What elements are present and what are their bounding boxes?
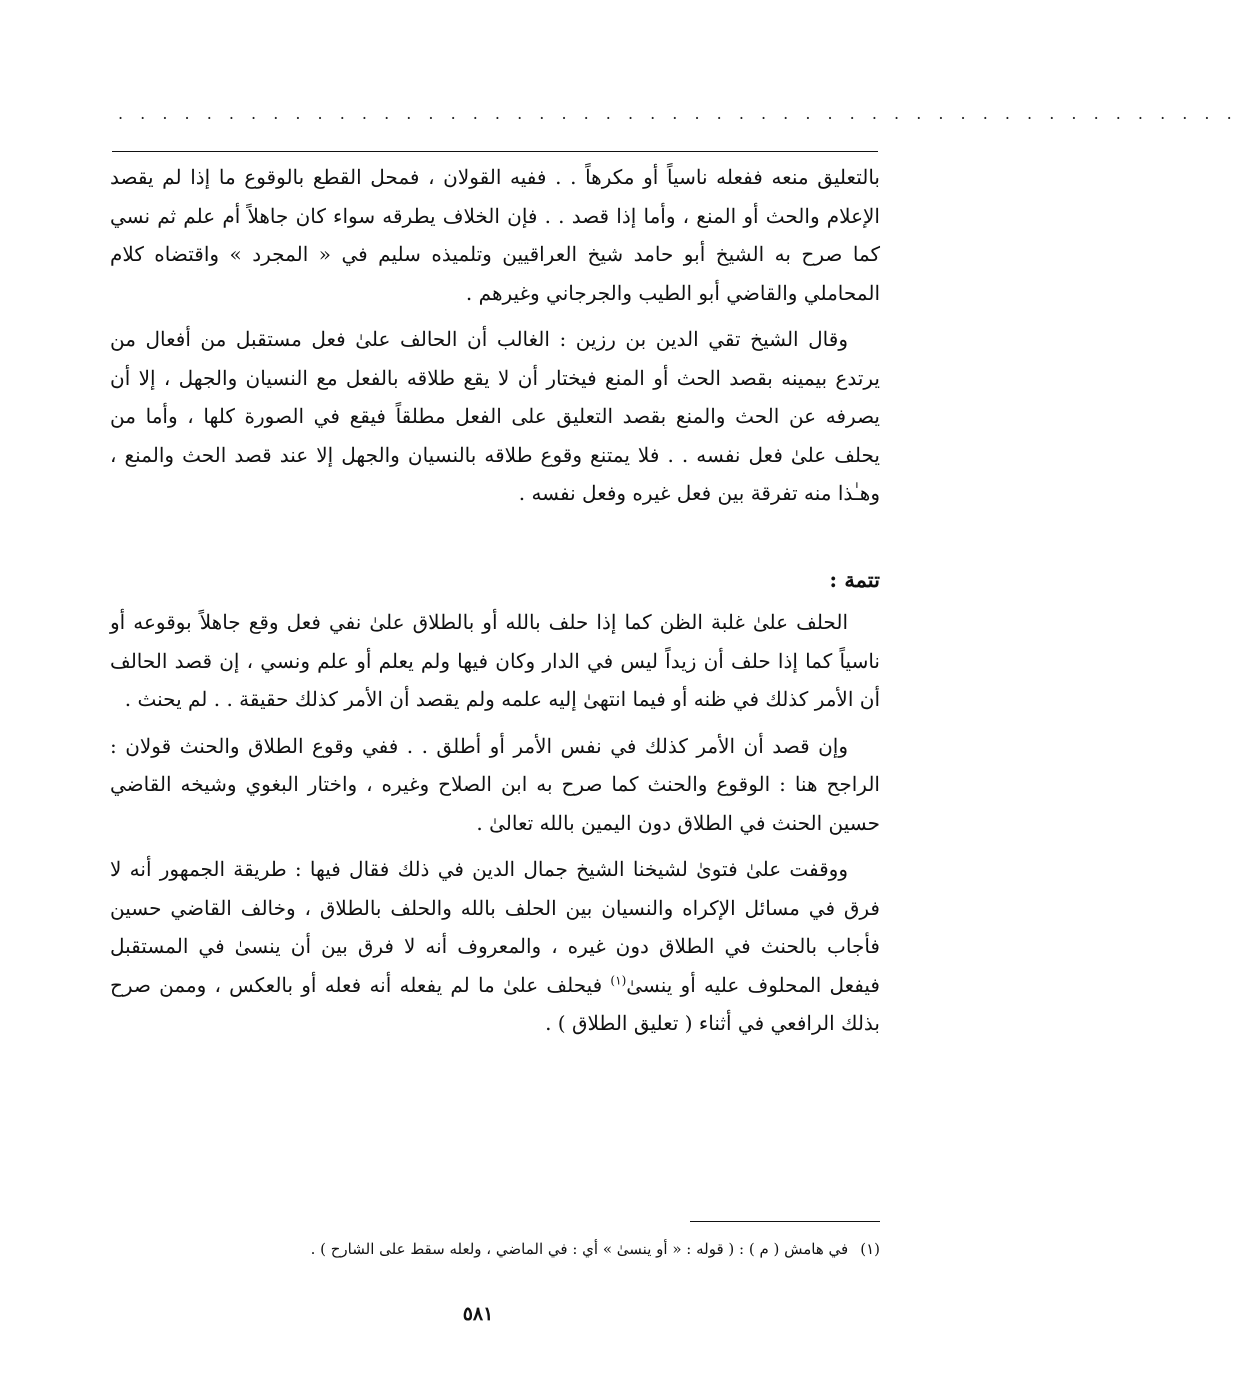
- paragraph-4: وإن قصد أن الأمر كذلك في نفس الأمر أو أطلق . . ففي وقوع الطلاق والحنث قولان : الراجح هنا : الوقوع والحنث كما صرح به ابن الصلاح وغيره ، واختار البغوي وشيخه القاضي حسين الحنث في الطلاق دون اليمين بالله تعالىٰ .: [110, 733, 880, 835]
- footnote-reference[interactable]: (١): [610, 972, 627, 987]
- paragraph-5-text-a: ووقفت علىٰ فتوىٰ لشيخنا الشيخ جمال الدين في ذلك فقال فيها : طريقة الجمهور أنه لا فرق في مسائل الإكراه والنسيان بين الحلف بالله والحلف بالطلاق ، وخالف القاضي حسين فأجاب بالحنث في الطلاق دون غيره ، والمعروف أنه لا فرق بين أن ينسىٰ في المستقبل فيفعل المحلوف عليه أو ينسىٰ: [110, 857, 880, 997]
- paragraph-1: بالتعليق منعه ففعله ناسياً أو مكرهاً . . ففيه القولان ، فمحل القطع بالوقوع ما إذا لم يقصد الإعلام والحث أو المنع ، وأما إذا قصد . . فإن الخلاف يطرقه سواء كان جاهلاً أم علم ثم نسي كما صرح به الشيخ أبو حامد شيخ العراقيين وتلميذه سليم في « المجرد » واقتضاه كلام المحاملي والقاضي أبو الطيب والجرجاني وغيرهم .: [110, 165, 880, 305]
- footnote-rule: [690, 1221, 880, 1222]
- paragraph-5: [110, 850, 880, 1043]
- paragraph-5-text-b: فيحلف علىٰ ما لم يفعله أنه فعله أو بالعكس ، وممن صرح بذلك الرافعي في أثناء ( تعليق الطلاق ) .: [110, 972, 880, 1035]
- page-number: ٥٨١: [462, 1303, 494, 1325]
- section-heading: تتمة :: [829, 566, 880, 592]
- footnote: [110, 1236, 880, 1262]
- paragraph-3: الحلف علىٰ غلبة الظن كما إذا حلف بالله أو بالطلاق علىٰ نفي فعل وقع جاهلاً بوقوعه أو ناسياً كما إذا حلف أن زيداً ليس في الدار وكان فيها ولم يعلم أو علم ونسي ، إن قصد الحالف أن الأمر كذلك في ظنه أو فيما انتهىٰ إليه علمه ولم يقصد أن الأمر كذلك حقيقة . . لم يحنث .: [110, 610, 880, 711]
- page-body: [110, 158, 880, 1051]
- header-rule: [112, 151, 878, 152]
- running-header-dots: . . . . . . . . . . . . . . . . . . . . . . . . . . . . . . . . . . . . . . . . . . . . . . . . . . .: [118, 104, 1238, 123]
- footnote-text: في هامش ( م ) : ( قوله : « أو ينسىٰ » أي : في الماضي ، ولعله سقط على الشارح ) .: [310, 1240, 849, 1258]
- footnote-number: (١): [860, 1240, 880, 1258]
- paragraph-2: وقال الشيخ تقي الدين بن رزين : الغالب أن الحالف علىٰ فعل مستقبل من أفعال من يرتدع بيمينه بقصد الحث أو المنع فيختار أن لا يقع طلاقه بالفعل مع النسيان والجهل ، إلا أن يصرفه عن الحث والمنع بقصد التعليق على الفعل مطلقاً فيقع في الصورة كلها ، وأما من يحلف علىٰ فعل نفسه . . فلا يمتنع وقوع طلاقه بالنسيان والجهل إلا عند قصد الحث والمنع ، وهـٰذا منه تفرقة بين فعل غيره وفعل نفسه .: [110, 327, 880, 505]
